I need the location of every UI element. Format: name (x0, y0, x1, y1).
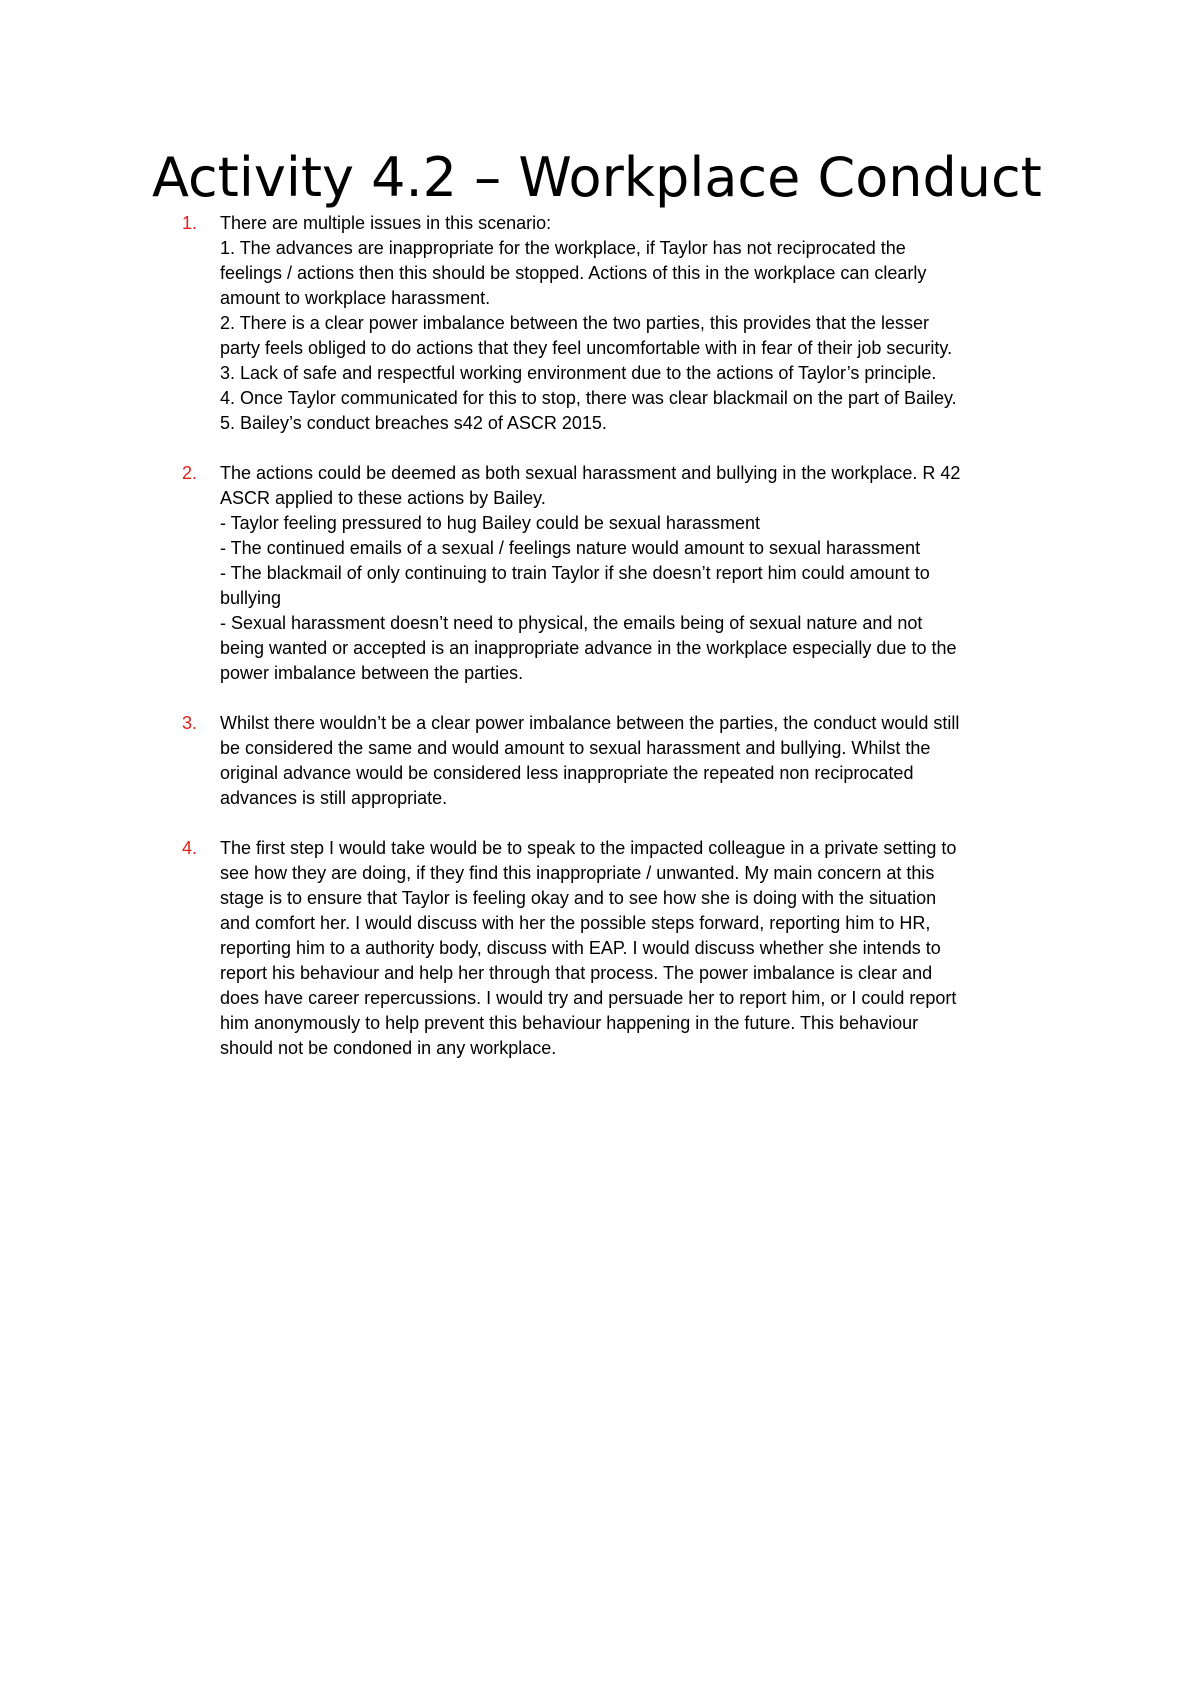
list-item (182, 836, 1062, 1061)
list-item-text (220, 836, 1062, 1061)
document-title: Activity 4.2 – Workplace Conduct (152, 146, 1042, 209)
text-line: be considered the same and would amount to sexual harassment and bullying. Whilst the (220, 738, 931, 758)
answer-list (182, 211, 1062, 1086)
text-line: The actions could be deemed as both sexual harassment and bullying in the workplace. R 42 (220, 463, 961, 483)
text-line: original advance would be considered less inappropriate the repeated non reciprocated (220, 763, 914, 783)
text-line: 1. The advances are inappropriate for the workplace, if Taylor has not reciprocated the (220, 238, 906, 258)
text-line: - Taylor feeling pressured to hug Bailey could be sexual harassment (220, 513, 760, 533)
text-line: Whilst there wouldn’t be a clear power imbalance between the parties, the conduct would still (220, 713, 960, 733)
list-item (182, 711, 1062, 811)
text-line: should not be condoned in any workplace. (220, 1038, 557, 1058)
list-item-number: 4. (182, 838, 198, 858)
text-line: ASCR applied to these actions by Bailey. (220, 488, 546, 508)
list-item-number: 2. (182, 463, 198, 483)
text-line: The first step I would take would be to speak to the impacted colleague in a private setting to (220, 838, 957, 858)
text-line: - The continued emails of a sexual / feelings nature would amount to sexual harassment (220, 538, 921, 558)
text-line: - The blackmail of only continuing to train Taylor if she doesn’t report him could amount to (220, 563, 930, 583)
text-line: does have career repercussions. I would try and persuade her to report him, or I could report (220, 988, 957, 1008)
text-line: see how they are doing, if they find this inappropriate / unwanted. My main concern at this (220, 863, 935, 883)
text-line: 2. There is a clear power imbalance between the two parties, this provides that the lesser (220, 313, 930, 333)
text-line: being wanted or accepted is an inappropriate advance in the workplace especially due to the (220, 638, 957, 658)
text-line: power imbalance between the parties. (220, 663, 524, 683)
text-line: advances is still appropriate. (220, 788, 448, 808)
list-item (182, 211, 1062, 436)
text-line: There are multiple issues in this scenario: (220, 213, 552, 233)
text-line: - Sexual harassment doesn’t need to physical, the emails being of sexual nature and not (220, 613, 923, 633)
text-line: 5. Bailey’s conduct breaches s42 of ASCR 2015. (220, 413, 607, 433)
text-line: 3. Lack of safe and respectful working environment due to the actions of Taylor’s principle. (220, 363, 937, 383)
list-item-text (220, 461, 1062, 686)
list-item-text (220, 711, 1062, 811)
text-line: stage is to ensure that Taylor is feeling okay and to see how she is doing with the situation (220, 888, 937, 908)
list-item-number: 1. (182, 213, 198, 233)
list-item-number: 3. (182, 713, 198, 733)
text-line: and comfort her. I would discuss with her the possible steps forward, reporting him to HR, (220, 913, 931, 933)
text-line: 4. Once Taylor communicated for this to stop, there was clear blackmail on the part of Bailey. (220, 388, 957, 408)
text-line: party feels obliged to do actions that they feel uncomfortable with in fear of their job security. (220, 338, 953, 358)
text-line: report his behaviour and help her through that process. The power imbalance is clear and (220, 963, 933, 983)
text-line: bullying (220, 588, 282, 608)
text-line: feelings / actions then this should be stopped. Actions of this in the workplace can clearly (220, 263, 927, 283)
list-item-text (220, 211, 1062, 436)
list-item (182, 461, 1062, 686)
text-line: reporting him to a authority body, discuss with EAP. I would discuss whether she intends to (220, 938, 941, 958)
text-line: amount to workplace harassment. (220, 288, 491, 308)
text-line: him anonymously to help prevent this behaviour happening in the future. This behaviour (220, 1013, 919, 1033)
